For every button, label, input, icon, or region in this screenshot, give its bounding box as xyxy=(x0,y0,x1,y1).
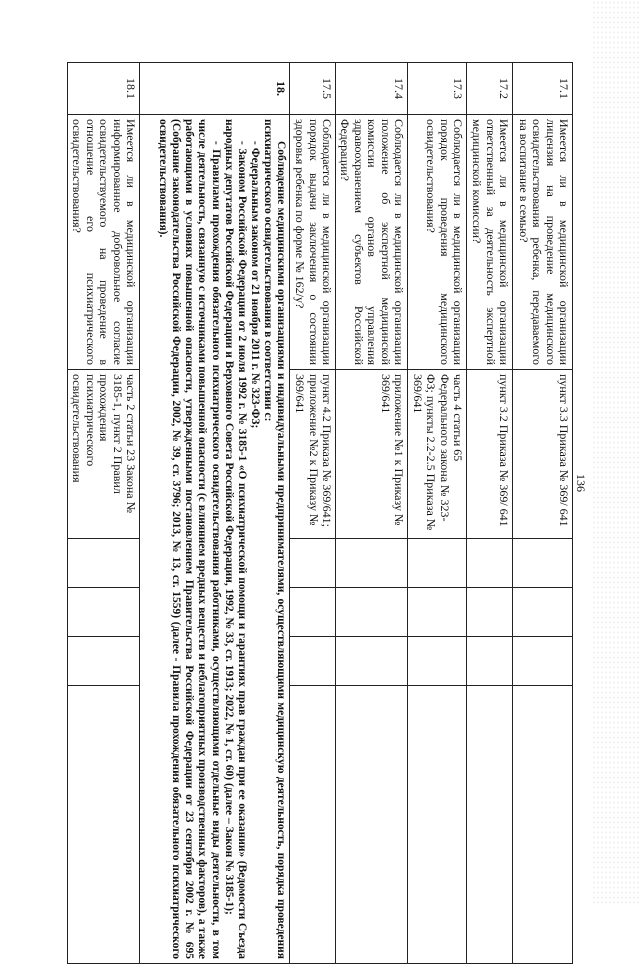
answer-no-cell xyxy=(408,588,467,637)
row-number: 17.2 xyxy=(467,63,513,115)
answer-yes-cell xyxy=(290,539,336,588)
answer-na-cell xyxy=(513,637,573,686)
row-number: 17.1 xyxy=(513,63,573,115)
row-question: Имеется ли в медицинской организации информированное добровольное согласие освидетельствуемого на проведение в отношение его психиатрического освидетельствования? xyxy=(67,115,139,370)
answer-na-cell xyxy=(467,637,513,686)
answer-na-cell xyxy=(336,637,408,686)
section-row xyxy=(140,63,290,964)
table-row xyxy=(513,63,573,964)
answer-na-cell xyxy=(290,637,336,686)
section-item: - Правилами прохождения обязательного психиатрического освидетельствования работниками, осуществляющими отдельные виды деятельности, в том числе деятельность, связанную с источниками повышенной опасности (с влиянием вредных веществ и неблагоприятных производственных факторов), а также работающими в условиях повышенной опасности, утвержденными постановлением Правительства Российской Федерации от 23 сентября 2002 г. № 695 (Собрание законодательства Российской Федерации, 2002, № 39, ст. 3796; 2013, № 13, ст. 1559) (далее - Правила прохождения обязательного психиатрического освидетельствования). xyxy=(157,119,222,959)
note-cell xyxy=(408,686,467,964)
answer-yes-cell xyxy=(336,539,408,588)
answer-na-cell xyxy=(67,637,139,686)
row-number: 17.4 xyxy=(336,63,408,115)
note-cell xyxy=(67,686,139,964)
note-cell xyxy=(513,686,573,964)
row-question: Имеется ли в медицинской организации ответственный за деятельность экспертной медицинской комиссии? xyxy=(467,115,513,370)
checklist-table xyxy=(67,62,573,964)
row-question: Имеется ли в медицинской организации лицензия на проведение медицинского освидетельствования ребенка, передаваемого на воспитание в семью? xyxy=(513,115,573,370)
scan-noise xyxy=(592,0,640,905)
row-reference: приложение №1 к Приказу № 369/641 xyxy=(336,370,408,539)
row-question: Соблюдается ли в медицинской организации положение об экспертной медицинской комиссии органов управления здравоохранением субъектов Российской Федерации? xyxy=(336,115,408,370)
note-cell xyxy=(336,686,408,964)
row-number: 18.1 xyxy=(67,63,139,115)
table-row xyxy=(467,63,513,964)
answer-no-cell xyxy=(467,588,513,637)
section-title: Соблюдение медицинскими организациями и индивидуальными предпринимателями, осуществляющими медицинскую деятельность, порядка проведения психиатрического освидетельствования в соответствии с: xyxy=(261,119,288,959)
row-question: Соблюдается ли в медицинской организации порядок проведения медицинского освидетельствования? xyxy=(408,115,467,370)
row-reference: пункт 3.3 Приказа № 369/ 641 xyxy=(513,370,573,539)
answer-yes-cell xyxy=(467,539,513,588)
page-number: 136 xyxy=(574,474,588,492)
row-reference: пункт 3.2 Приказа № 369/ 641 xyxy=(467,370,513,539)
table-row xyxy=(290,63,336,964)
answer-yes-cell xyxy=(408,539,467,588)
note-cell xyxy=(290,686,336,964)
table-row xyxy=(336,63,408,964)
answer-na-cell xyxy=(408,637,467,686)
row-reference: часть 4 статьи 65 Федерального закона № 323-ФЗ; пункты 2.2-2.5 Приказа № 369/641 xyxy=(408,370,467,539)
answer-no-cell xyxy=(67,588,139,637)
row-reference: часть 2 статьи 23 Закона № 3185-1, пункт 2 Правил прохождения психиатрического освидетельствования xyxy=(67,370,139,539)
answer-yes-cell xyxy=(513,539,573,588)
table-row xyxy=(408,63,467,964)
section-item: - Федеральным законом от 21 ноября 2011 г. № 323-ФЗ; xyxy=(248,141,261,429)
answer-no-cell xyxy=(513,588,573,637)
section-number: 18. xyxy=(140,63,290,115)
section-description xyxy=(140,115,290,964)
table-row xyxy=(67,63,139,964)
answer-no-cell xyxy=(336,588,408,637)
row-reference: пункт 4.2 Приказа № 369/641; приложение №2 к Приказу № 369/641 xyxy=(290,370,336,539)
row-number: 17.5 xyxy=(290,63,336,115)
section-item: - Законом Российской Федерации от 2 июля 1992 г. № 3185-1 «О психиатрической помощи и гарантиях прав граждан при ее оказании» (Ведомости Съезда народных депутатов Российской Федерации и Верховного Совета Российской Федерации, 1992, № 33, ст. 1913; 2022, № 1, ст. 60) (далее – Закон № 3185-1); xyxy=(222,119,248,959)
note-cell xyxy=(467,686,513,964)
row-number: 17.3 xyxy=(408,63,467,115)
row-question: Соблюдается ли в медицинской организации порядок выдачи заключения о состоянии здоровья ребенка по форме № 162/у? xyxy=(290,115,336,370)
answer-no-cell xyxy=(290,588,336,637)
answer-yes-cell xyxy=(67,539,139,588)
checklist-table-container xyxy=(70,62,573,959)
